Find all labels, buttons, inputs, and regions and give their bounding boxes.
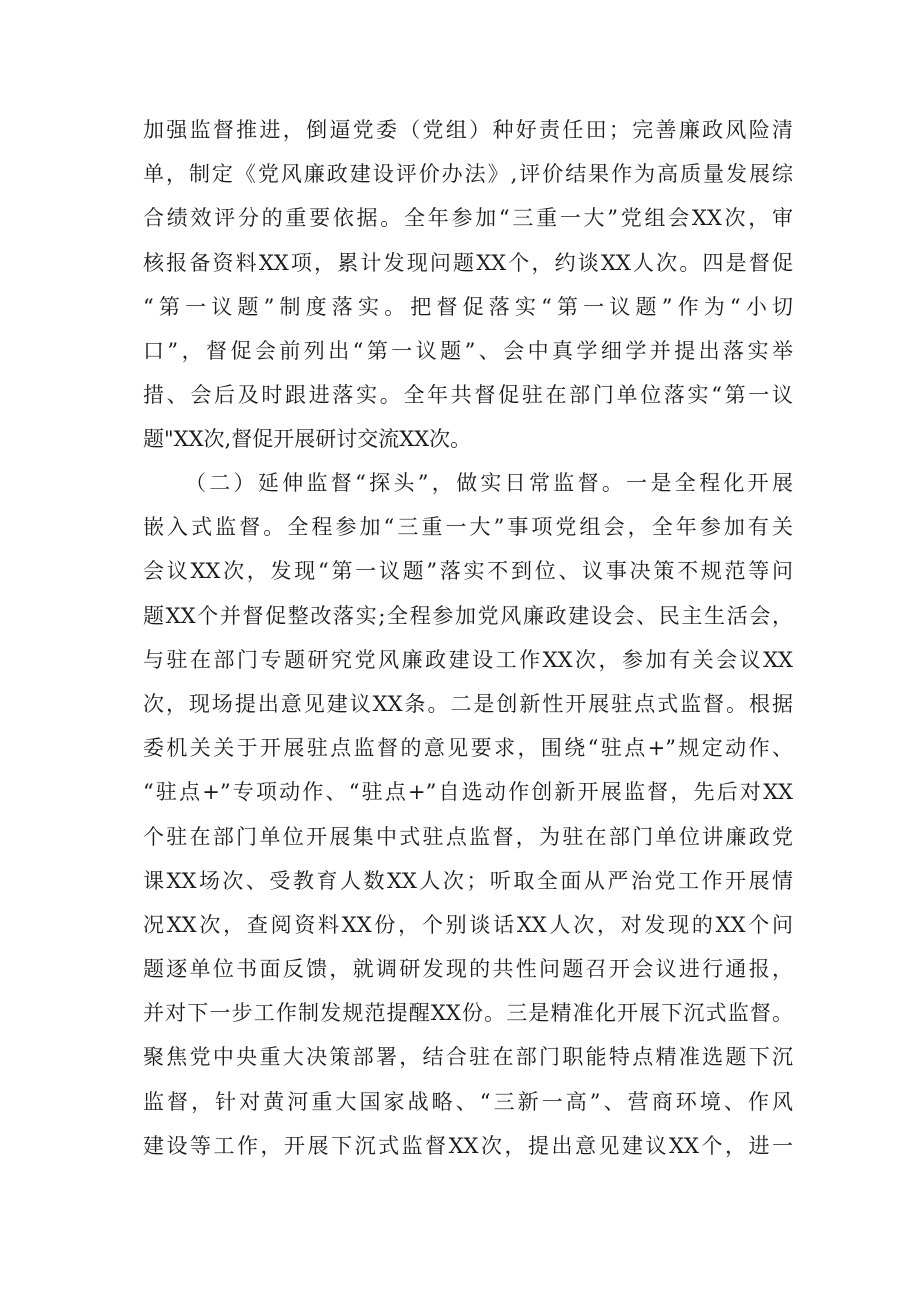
text-line: 聚焦党中央重大决策部署，结合驻在部门职能特点精准选题下沉 [143,1045,793,1070]
text-line: 次，现场提出意见建议XX条。二是创新性开展驻点式监督。根据 [143,691,793,716]
text-line: 加强监督推进，倒逼党委（党组）种好责任田；完善廉政风险清 [143,118,793,142]
text-line: 题XX个并督促整改落实;全程参加党风廉政建设会、民主生活会， [143,603,793,628]
text-line: 建设等工作，开展下沉式监督XX次，提出意见建议XX个，进一 [143,1133,793,1158]
section-heading-line: （二）延伸监督“探头”，做实日常监督。一是全程化开展 [185,471,793,495]
paragraph-daily-supervision [143,461,793,1168]
text-line: “第一议题”制度落实。把督促落实“第一议题”作为“小切 [143,294,793,319]
text-line: 委机关关于开展驻点监督的意见要求，围绕“驻点+”规定动作、 [143,736,793,761]
paragraph-supervision-responsibility [143,108,793,462]
text-line: 个驻在部门单位开展集中式驻点监督，为驻在部门单位讲廉政党 [143,824,793,849]
text-line: 核报备资料XX项，累计发现问题XX个，约谈XX人次。四是督促 [143,250,793,275]
text-line: 课XX场次、受教育人数XX人次；听取全面从严治党工作开展情 [143,868,793,893]
text-line: 措、会后及时跟进落实。全年共督促驻在部门单位落实“第一议 [143,383,793,408]
text-line: 并对下一步工作制发规范提醒XX份。三是精准化开展下沉式监督。 [143,1001,793,1026]
text-line: “驻点+”专项动作、“驻点+”自选动作创新开展监督，先后对XX [143,780,793,805]
text-line: 合绩效评分的重要依据。全年参加“三重一大”党组会XX次，审 [143,206,793,231]
text-line: 嵌入式监督。全程参加“三重一大”事项党组会，全年参加有关 [143,515,793,540]
text-line: 会议XX次，发现“第一议题”落实不到位、议事决策不规范等问 [143,559,793,584]
text-line: 题逐单位书面反馈，就调研发现的共性问题召开会议进行通报， [143,957,793,982]
text-line: 监督，针对黄河重大国家战略、“三新一高”、营商环境、作风 [143,1089,793,1114]
text-line: 口”，督促会前列出“第一议题”、会中真学细学并提出落实举 [143,338,793,363]
text-line: 单，制定《党风廉政建设评价办法》,评价结果作为高质量发展综 [143,162,793,187]
text-line: 题"XX次,督促开展研讨交流XX次。 [143,427,472,452]
text-line: 与驻在部门专题研究党风廉政建设工作XX次，参加有关会议XX [143,647,793,672]
text-line: 况XX次，查阅资料XX份，个别谈话XX人次，对发现的XX个问 [143,912,793,937]
